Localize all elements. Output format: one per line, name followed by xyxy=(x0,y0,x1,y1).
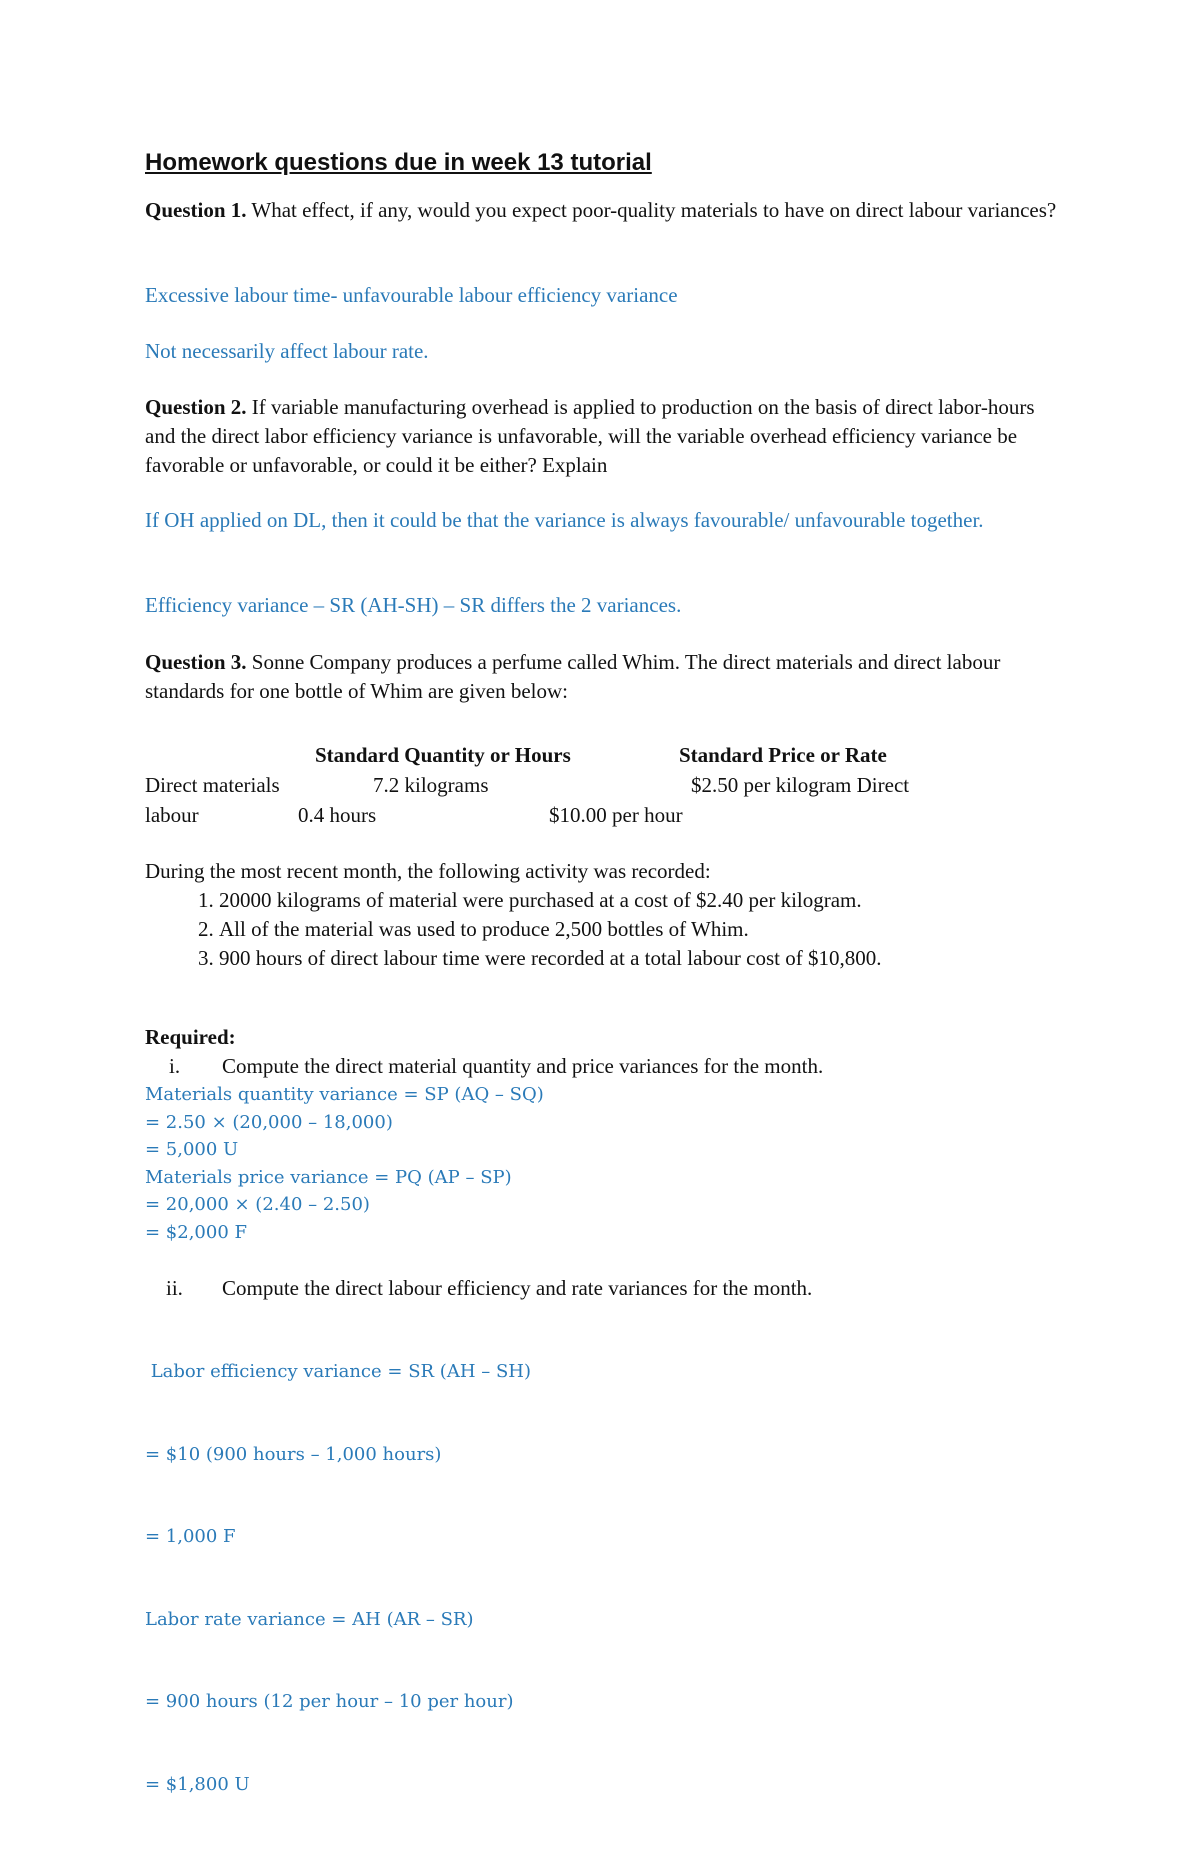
table-row-2-item: labour xyxy=(145,803,199,827)
calc-line: = $10 (900 hours – 1,000 hours) xyxy=(145,1443,442,1465)
question-2-answer-2: Efficiency variance – SR (AH-SH) – SR differs the 2 variances. xyxy=(145,593,682,617)
question-2-label: Question 2. xyxy=(145,395,247,419)
list-item: 1. 20000 kilograms of material were purchased at a cost of $2.40 per kilogram. xyxy=(219,886,1119,915)
required-heading xyxy=(145,1023,1065,1052)
calc-line: = 900 hours (12 per hour – 10 per hour) xyxy=(145,1691,514,1712)
question-1 xyxy=(145,196,1065,225)
part-ii-text: Compute the direct labour efficiency and rate variances for the month. xyxy=(222,1276,813,1300)
question-1-label: Question 1. xyxy=(145,198,247,222)
part-ii-calculation xyxy=(145,1303,531,1853)
calc-line: Labor rate variance = AH (AR – SR) xyxy=(145,1608,474,1630)
question-2 xyxy=(145,393,1065,480)
calc-line: = $2,000 F xyxy=(145,1221,247,1243)
table-row-1-item: Direct materials xyxy=(145,773,280,797)
table-row-2-price: $10.00 per hour xyxy=(549,803,683,827)
required-label: Required: xyxy=(145,1025,236,1049)
calc-line: = 20,000 × (2.40 – 2.50) xyxy=(145,1194,370,1215)
list-item: 2. All of the material was used to produce 2,500 bottles of Whim. xyxy=(219,915,1119,944)
question-3-label: Question 3. xyxy=(145,650,247,674)
question-1-answer-2: Not necessarily affect labour rate. xyxy=(145,339,429,363)
table-header-price: Standard Price or Rate xyxy=(679,743,887,767)
question-3-text: Sonne Company produces a perfume called Whim. The direct materials and direct labour standards for one bottle of Whim are given below: xyxy=(145,650,1001,703)
calc-line: = 5,000 U xyxy=(145,1139,239,1160)
question-3 xyxy=(145,648,1065,706)
page-title: Homework questions due in week 13 tutorial xyxy=(145,149,652,176)
table-row-1-price: $2.50 per kilogram Direct xyxy=(691,773,910,797)
calc-line: = 1,000 F xyxy=(145,1526,236,1547)
question-2-text: If variable manufacturing overhead is applied to production on the basis of direct labor-hours and the direct labor efficiency variance is unfavorable, will the variable overhead efficiency variance be favorable or unfavorable, or could it be either? Explain xyxy=(145,395,1035,477)
calc-line: Materials quantity variance = SP (AQ – SQ) xyxy=(145,1084,544,1105)
table-row-2-quantity: 0.4 hours xyxy=(298,803,377,827)
list-item: 3. 900 hours of direct labour time were recorded at a total labour cost of $10,800. xyxy=(219,944,1119,973)
calc-line: Labor efficiency variance = SR (AH – SH) xyxy=(145,1361,532,1382)
question-2-answer-1: If OH applied on DL, then it could be that the variance is always favourable/ unfavourable together. xyxy=(145,508,984,532)
part-i-text: Compute the direct material quantity and price variances for the month. xyxy=(222,1054,824,1078)
activity-list xyxy=(145,886,1119,973)
calc-line: Materials price variance = PQ (AP – SP) xyxy=(145,1166,512,1188)
question-1-text: What effect, if any, would you expect poor-quality materials to have on direct labour variances? xyxy=(246,198,1057,222)
calc-line: = $1,800 U xyxy=(145,1773,250,1795)
table-row-1-quantity: 7.2 kilograms xyxy=(373,773,489,797)
table-header-quantity: Standard Quantity or Hours xyxy=(315,743,571,767)
activity-intro: During the most recent month, the following activity was recorded: xyxy=(145,859,711,883)
question-1-answer-1: Excessive labour time- unfavourable labour efficiency variance xyxy=(145,283,678,307)
calc-line: = 2.50 × (20,000 – 18,000) xyxy=(145,1111,393,1133)
part-ii-numeral: ii. xyxy=(166,1276,183,1300)
part-i-calculation xyxy=(145,1081,544,1246)
part-i-numeral: i. xyxy=(169,1054,181,1078)
